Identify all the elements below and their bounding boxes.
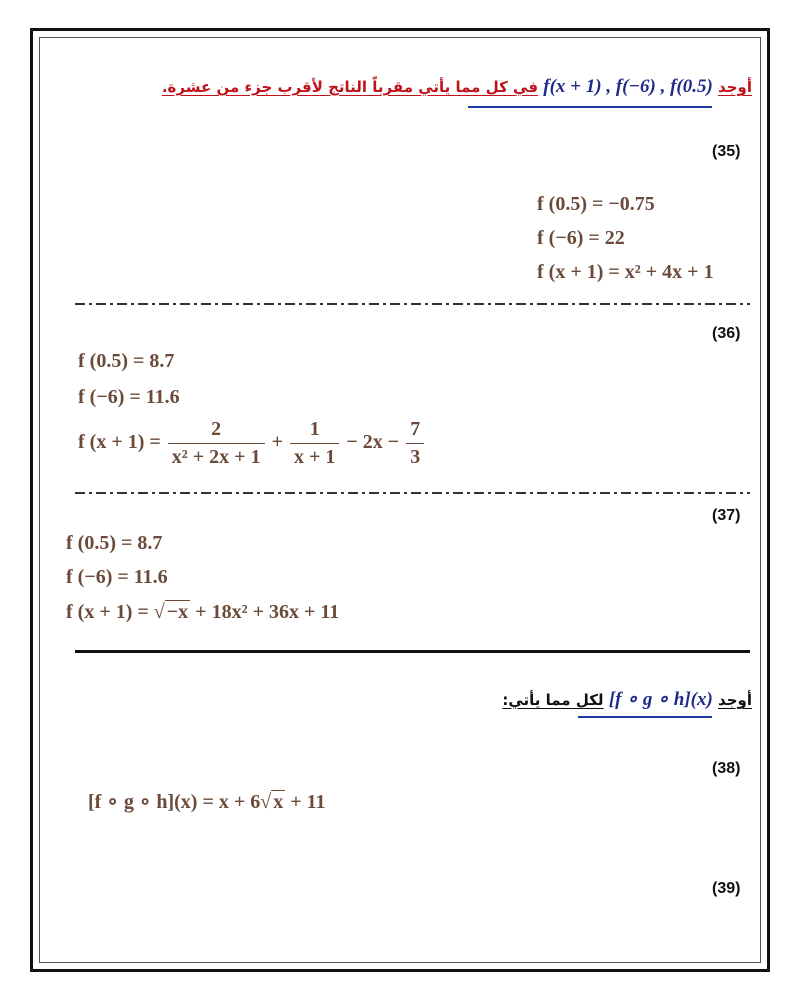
- problem-number-37: (37): [712, 507, 741, 524]
- answer-37-line-2: f (−6) = 11.6: [66, 566, 168, 588]
- instruction-1-text: في كل مما يأتي مقرباً الناتج لأقرب جزء من عشرة.: [161, 78, 539, 96]
- instruction-2: [502, 688, 752, 711]
- fraction-1: [168, 418, 265, 469]
- answer-36-lhs: f (x + 1) =: [78, 431, 161, 454]
- fraction-1-num: 2: [168, 418, 265, 444]
- instruction-1-prefix: أوجد: [718, 78, 752, 96]
- separator-dashed-2: [75, 492, 750, 494]
- fraction-2-den: x + 1: [293, 446, 336, 468]
- instruction-2-underline: [578, 716, 712, 718]
- answer-37-lhs: f (x + 1) =: [66, 601, 149, 623]
- answer-38-radicand: x: [273, 791, 284, 813]
- separator-solid: [75, 650, 750, 653]
- problem-number-39: (39): [712, 880, 741, 897]
- answer-37-radicand: −x: [166, 601, 189, 623]
- answer-38-lhs: [f ∘ g ∘ h](x) = x + 6: [88, 791, 261, 813]
- page-frame: [30, 28, 770, 972]
- answer-36-line-2: f (−6) = 11.6: [78, 386, 180, 408]
- instruction-1-underline: [468, 106, 712, 108]
- fraction-2-num: 1: [290, 418, 339, 444]
- sqrt-sign-38: √: [260, 791, 272, 813]
- fraction-1-den: x² + 2x + 1: [171, 446, 261, 468]
- fraction-3-den: 3: [410, 446, 421, 468]
- answer-37-line-1: f (0.5) = 8.7: [66, 532, 163, 554]
- instruction-1: [162, 76, 752, 98]
- answer-38-rest: + 11: [290, 791, 326, 813]
- inner-border: [39, 37, 761, 963]
- answer-36-plus: +: [271, 431, 283, 454]
- answer-38-line-1: [88, 789, 326, 814]
- answer-35-line-2: f (−6) = 22: [537, 227, 625, 249]
- problem-number-38: (38): [712, 760, 741, 777]
- answer-35-line-3: f (x + 1) = x² + 4x + 1: [537, 261, 714, 283]
- instruction-1-expr: f(x + 1) , f(−6) , f(0.5): [543, 76, 713, 97]
- separator-dashed-1: [75, 303, 750, 305]
- answer-36-line-3: [78, 418, 426, 469]
- answer-37-line-3: [66, 601, 339, 624]
- answer-36-line-1: f (0.5) = 8.7: [78, 350, 175, 372]
- instruction-2-expr: [f ∘ g ∘ h](x): [608, 689, 713, 710]
- fraction-3-num: 7: [406, 418, 424, 444]
- sqrt-sign: √: [153, 601, 165, 623]
- answer-35-line-1: f (0.5) = −0.75: [537, 193, 655, 215]
- fraction-2: [290, 418, 339, 469]
- problem-number-35: (35): [712, 143, 741, 160]
- problem-number-36: (36): [712, 325, 741, 342]
- fraction-3: [406, 418, 424, 469]
- instruction-2-prefix: أوجد: [718, 691, 752, 709]
- instruction-2-suffix: لكل مما يأتي:: [502, 691, 604, 709]
- answer-36-mid: − 2x −: [346, 431, 400, 454]
- answer-37-rest: + 18x² + 36x + 11: [195, 601, 340, 623]
